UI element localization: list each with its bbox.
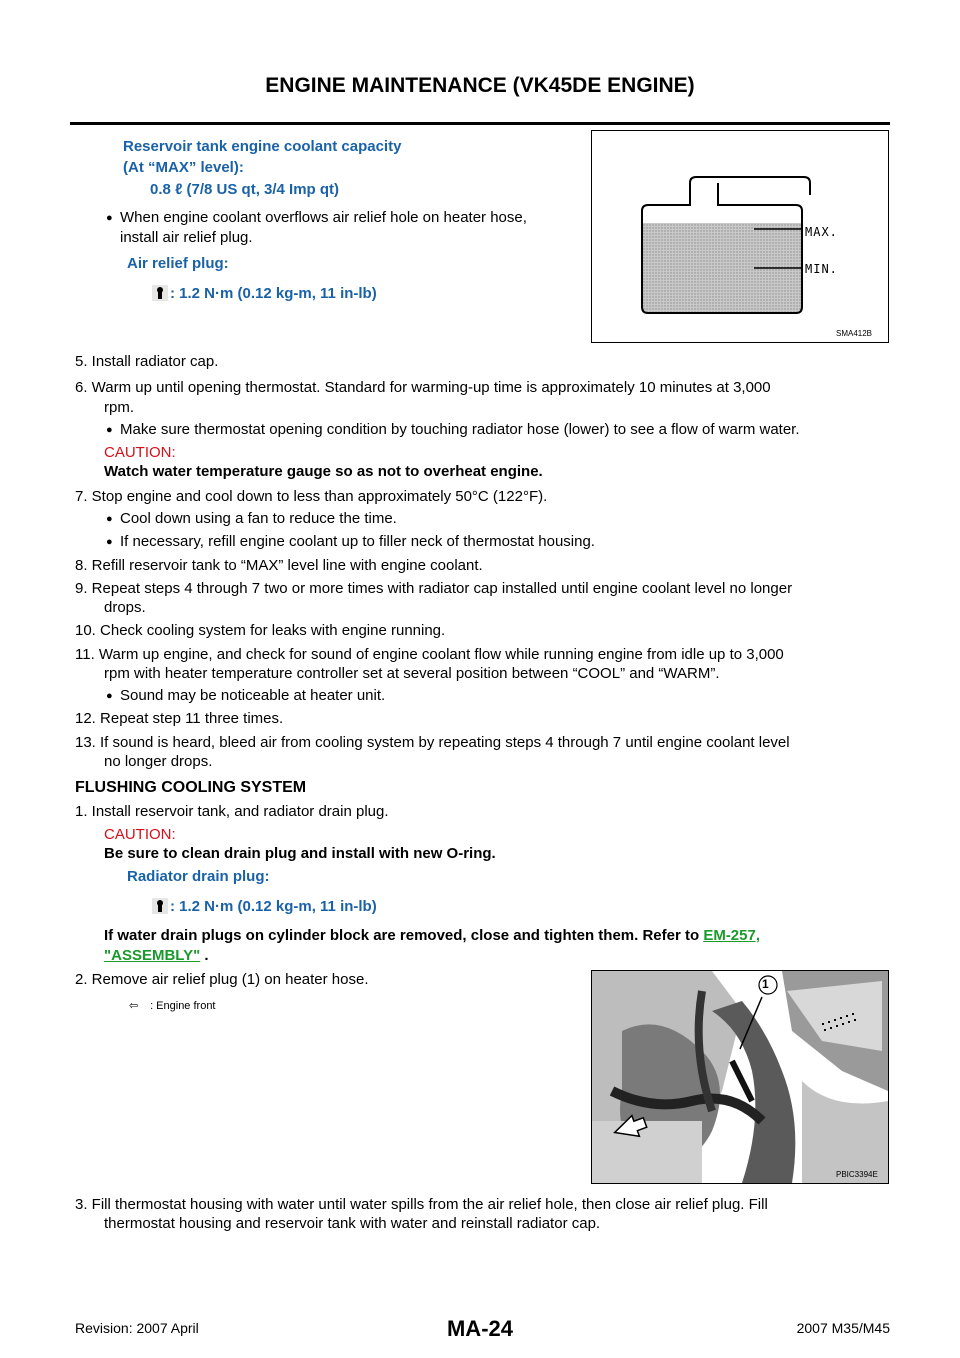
reservoir-tank-figure bbox=[591, 130, 889, 343]
step-13-cont: no longer drops. bbox=[104, 753, 213, 770]
bullet-text: Make sure thermostat opening condition by touching radiator hose (lower) to see a flow of warm water. bbox=[120, 421, 800, 438]
link-em-257[interactable]: EM-257, bbox=[703, 927, 761, 944]
bullet-icon: ● bbox=[106, 690, 113, 702]
max-label: MAX. bbox=[805, 225, 838, 239]
step-6-bullet bbox=[106, 420, 800, 440]
bullet-icon: ● bbox=[106, 424, 113, 436]
torque-wrench-icon bbox=[152, 898, 168, 914]
step-9: 9. Repeat steps 4 through 7 two or more times with radiator cap installed until engine coolant level no longer bbox=[75, 580, 793, 597]
bullet-text: If necessary, refill engine coolant up to filler neck of thermostat housing. bbox=[120, 533, 595, 550]
step-5: 5. Install radiator cap. bbox=[75, 353, 219, 370]
engine-bay-illustration bbox=[592, 971, 888, 1183]
step-13: 13. If sound is heard, bleed air from cooling system by repeating steps 4 through 7 until engine coolant level bbox=[75, 734, 790, 751]
capacity-heading: Reservoir tank engine coolant capacity bbox=[123, 138, 402, 155]
step-9-cont: drops. bbox=[104, 599, 146, 616]
min-label: MIN. bbox=[805, 262, 838, 276]
air-relief-torque bbox=[152, 284, 377, 304]
flush-caution-text: Be sure to clean drain plug and install with new O-ring. bbox=[104, 845, 496, 862]
flush-step-3: 3. Fill thermostat housing with water until water spills from the air relief hole, then close air relief plug. Fill bbox=[75, 1196, 768, 1213]
page-number: MA-24 bbox=[446, 1316, 513, 1341]
bullet-text: When engine coolant overflows air relief hole on heater hose, bbox=[120, 209, 527, 226]
link-assembly[interactable]: "ASSEMBLY" bbox=[104, 947, 201, 964]
overflow-bullet-cont: install air relief plug. bbox=[120, 229, 253, 246]
step-8: 8. Refill reservoir tank to “MAX” level line with engine coolant. bbox=[75, 557, 483, 574]
flush-step-2: 2. Remove air relief plug (1) on heater hose. bbox=[75, 971, 369, 988]
engine-front-arrow-icon: ⇦ bbox=[129, 1000, 139, 1012]
drain-plug-torque bbox=[152, 897, 377, 917]
figure2-legend bbox=[129, 999, 216, 1012]
bullet-icon: ● bbox=[106, 536, 113, 548]
step-10: 10. Check cooling system for leaks with engine running. bbox=[75, 622, 446, 639]
callout-number: 1 bbox=[762, 977, 769, 991]
step-6: 6. Warm up until opening thermostat. Standard for warming-up time is approximately 10 minutes at 3,000 bbox=[75, 379, 771, 396]
revision-label: Revision: 2007 April bbox=[75, 1320, 199, 1336]
section-heading-flushing: FLUSHING COOLING SYSTEM bbox=[75, 779, 307, 796]
torque-value: : 1.2 N·m (0.12 kg-m, 11 in-lb) bbox=[170, 285, 377, 302]
drain-plug-label: Radiator drain plug: bbox=[127, 868, 270, 885]
caution-text: Watch water temperature gauge so as not to overheat engine. bbox=[104, 463, 543, 480]
bullet-icon: ● bbox=[106, 513, 113, 525]
step-11: 11. Warm up engine, and check for sound of engine coolant flow while running engine from idle up to 3,000 bbox=[75, 646, 784, 663]
torque-value: : 1.2 N·m (0.12 kg-m, 11 in-lb) bbox=[170, 898, 377, 915]
step-12: 12. Repeat step 11 three times. bbox=[75, 710, 284, 727]
flush-caution-label: CAUTION: bbox=[104, 826, 176, 843]
reservoir-tank-diagram bbox=[592, 131, 888, 342]
bullet-icon: ● bbox=[106, 212, 113, 224]
figure-code: SMA412B bbox=[836, 329, 873, 338]
step-11-bullet bbox=[106, 686, 386, 706]
capacity-value: 0.8 ℓ (7/8 US qt, 3/4 Imp qt) bbox=[150, 181, 340, 198]
model-label: 2007 M35/M45 bbox=[796, 1320, 890, 1336]
refer-sentence: If water drain plugs on cylinder block are removed, close and tighten them. Refer to bbox=[104, 927, 700, 944]
bullet-text: Sound may be noticeable at heater unit. bbox=[120, 687, 386, 704]
flush-step-3-cont: thermostat housing and reservoir tank with water and reinstall radiator cap. bbox=[104, 1215, 601, 1232]
step-7-bullet-2 bbox=[106, 532, 595, 552]
torque-wrench-icon bbox=[152, 285, 168, 301]
caution-label: CAUTION: bbox=[104, 444, 176, 461]
refer-end: . bbox=[200, 947, 209, 964]
step-11-cont: rpm with heater temperature controller set at several position between “COOL” and “WARM”. bbox=[104, 665, 720, 682]
figure-code: PBIC3394E bbox=[836, 1170, 878, 1179]
flush-step-1: 1. Install reservoir tank, and radiator drain plug. bbox=[75, 803, 389, 820]
step-7: 7. Stop engine and cool down to less than approximately 50°C (122°F). bbox=[75, 488, 548, 505]
overflow-bullet bbox=[106, 208, 527, 228]
step-6-cont: rpm. bbox=[104, 399, 134, 416]
refer-text-cont bbox=[104, 946, 209, 966]
step-7-bullet-1 bbox=[106, 509, 397, 529]
refer-text bbox=[104, 926, 760, 946]
legend-text: : Engine front bbox=[150, 1000, 216, 1012]
capacity-heading-level: (At “MAX” level): bbox=[123, 159, 244, 176]
air-relief-label: Air relief plug: bbox=[127, 255, 229, 272]
engine-bay-figure bbox=[591, 970, 889, 1184]
page-title: ENGINE MAINTENANCE (VK45DE ENGINE) bbox=[265, 74, 695, 97]
bullet-text: Cool down using a fan to reduce the time. bbox=[120, 510, 397, 527]
header-divider bbox=[70, 122, 890, 125]
